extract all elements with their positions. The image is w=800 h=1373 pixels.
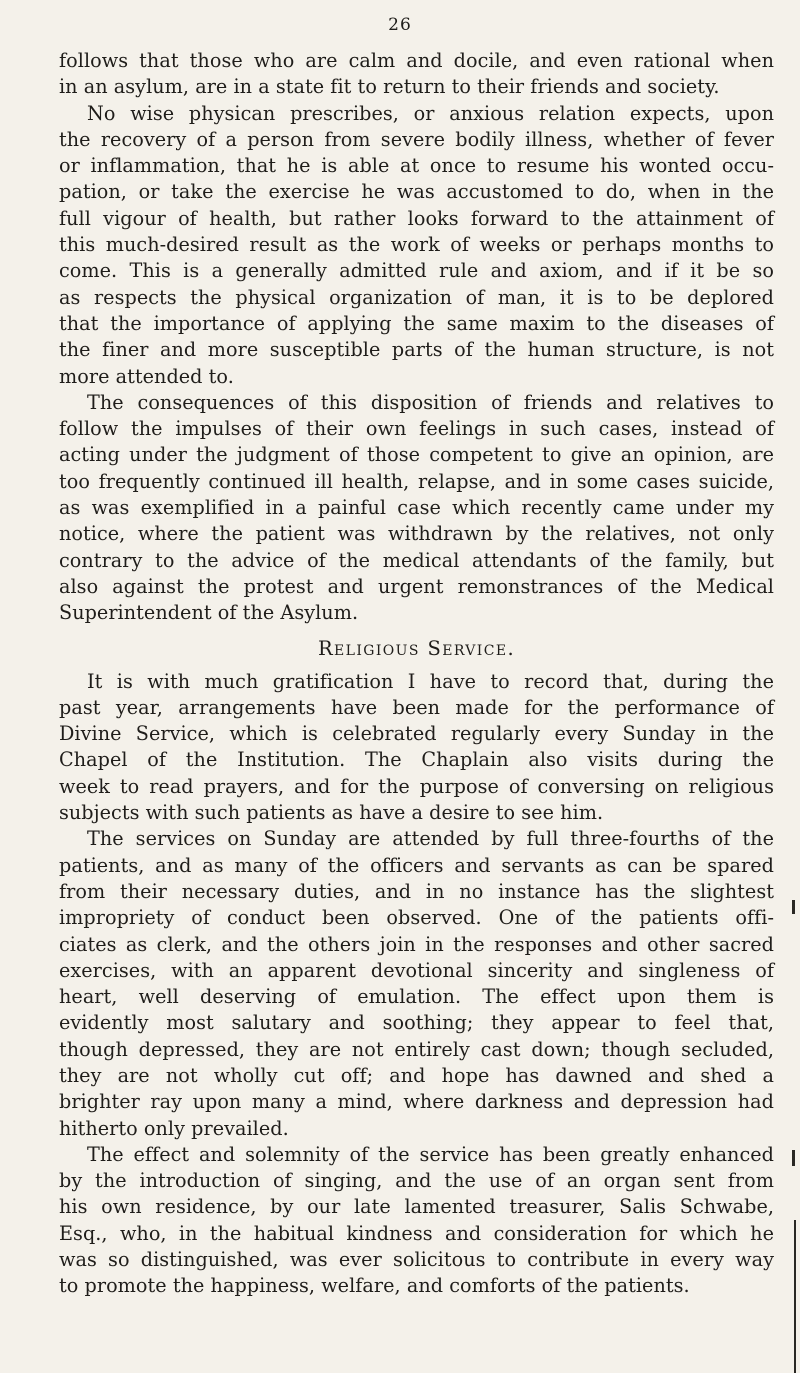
- text-line: ciates as clerk, and the others join in the responses and other sacred: [59, 932, 774, 956]
- text-line: this much-desired result as the work of weeks or perhaps months to: [59, 233, 774, 257]
- text-line: No wise physican prescribes, or anxious relation expects, upon: [87, 101, 774, 125]
- text-line: they are not wholly cut off; and hope has dawned and shed a: [59, 1063, 774, 1087]
- text-line: week to read prayers, and for the purpose of conversing on religious: [59, 774, 774, 798]
- text-line: from their necessary duties, and in no instance has the slightest: [59, 879, 774, 903]
- page-body: [59, 48, 774, 1300]
- text-line: also against the protest and urgent remonstrances of the Medical: [59, 574, 774, 598]
- text-line: the finer and more susceptible parts of the human structure, is not: [59, 338, 774, 362]
- text-line: follows that those who are calm and docile, and even rational when: [59, 49, 774, 72]
- paragraph: [59, 1142, 774, 1300]
- paragraph: [59, 101, 774, 390]
- text-line: heart, well deserving of emulation. The effect upon them is: [59, 985, 774, 1009]
- text-line: It is with much gratification I have to record that, during the: [87, 669, 774, 693]
- text-line: to promote the happiness, welfare, and comforts of the patients.: [59, 1274, 690, 1298]
- text-line: as respects the physical organization of man, it is to be deplored: [59, 285, 774, 309]
- text-line: was so distinguished, was ever solicitous to contribute in every way: [59, 1248, 774, 1272]
- text-line: impropriety of conduct been observed. One of the patients offi-: [59, 906, 774, 930]
- text-line: acting under the judgment of those competent to give an opinion, are: [59, 443, 774, 467]
- text-line: brighter ray upon many a mind, where darkness and depression had: [59, 1090, 774, 1114]
- text-line: hitherto only prevailed.: [59, 1116, 289, 1140]
- page-edge-mark: [794, 1220, 796, 1373]
- text-line: The consequences of this disposition of friends and relatives to: [87, 390, 774, 414]
- text-line: past year, arrangements have been made for the performance of: [59, 695, 774, 719]
- text-line: pation, or take the exercise he was accustomed to do, when in the: [59, 180, 774, 204]
- paragraph: [59, 390, 774, 627]
- text-line: full vigour of health, but rather looks forward to the attainment of: [59, 206, 774, 230]
- text-line: Esq., who, in the habitual kindness and consideration for which he: [59, 1221, 774, 1245]
- text-line: that the importance of applying the same maxim to the diseases of: [59, 311, 774, 335]
- text-line: The services on Sunday are attended by full three-fourths of the: [87, 827, 774, 851]
- paragraph: [59, 669, 774, 827]
- text-line: exercises, with an apparent devotional sincerity and singleness of: [59, 958, 774, 982]
- page-edge-mark: [792, 900, 795, 914]
- paragraph: [59, 48, 774, 101]
- page-edge-mark: [792, 1150, 795, 1166]
- text-line: or inflammation, that he is able at once to resume his wonted occu-: [59, 154, 774, 178]
- text-line: contrary to the advice of the medical attendants of the family, but: [59, 548, 774, 572]
- text-line: too frequently continued ill health, relapse, and in some cases suicide,: [59, 469, 774, 493]
- text-line: Divine Service, which is celebrated regularly every Sunday in the: [59, 722, 774, 746]
- text-line: the recovery of a person from severe bodily illness, whether of fever: [59, 127, 774, 151]
- text-line: though depressed, they are not entirely cast down; though secluded,: [59, 1037, 774, 1061]
- text-line: come. This is a generally admitted rule and axiom, and if it be so: [59, 259, 774, 283]
- text-line: evidently most salutary and soothing; they appear to feel that,: [59, 1011, 774, 1035]
- section-heading: Religious Service.: [317, 636, 516, 660]
- text-line: his own residence, by our late lamented treasurer, Salis Schwabe,: [59, 1195, 774, 1219]
- text-line: The effect and solemnity of the service has been greatly enhanced: [87, 1142, 774, 1166]
- paragraph: [59, 826, 774, 1142]
- text-line: subjects with such patients as have a desire to see him.: [59, 801, 604, 825]
- text-line: follow the impulses of their own feelings in such cases, instead of: [59, 417, 774, 441]
- text-line: in an asylum, are in a state fit to return to their friends and society.: [59, 75, 720, 99]
- text-line: by the introduction of singing, and the use of an organ sent from: [59, 1169, 774, 1193]
- text-line: patients, and as many of the officers and servants as can be spared: [59, 853, 774, 877]
- text-line: notice, where the patient was withdrawn by the relatives, not only: [59, 522, 774, 546]
- text-line: Chapel of the Institution. The Chaplain also visits during the: [59, 748, 774, 772]
- text-line: Superintendent of the Asylum.: [59, 601, 359, 625]
- page-number: 26: [388, 15, 412, 35]
- text-line: more attended to.: [59, 364, 234, 388]
- text-line: as was exemplified in a painful case which recently came under my: [59, 496, 774, 520]
